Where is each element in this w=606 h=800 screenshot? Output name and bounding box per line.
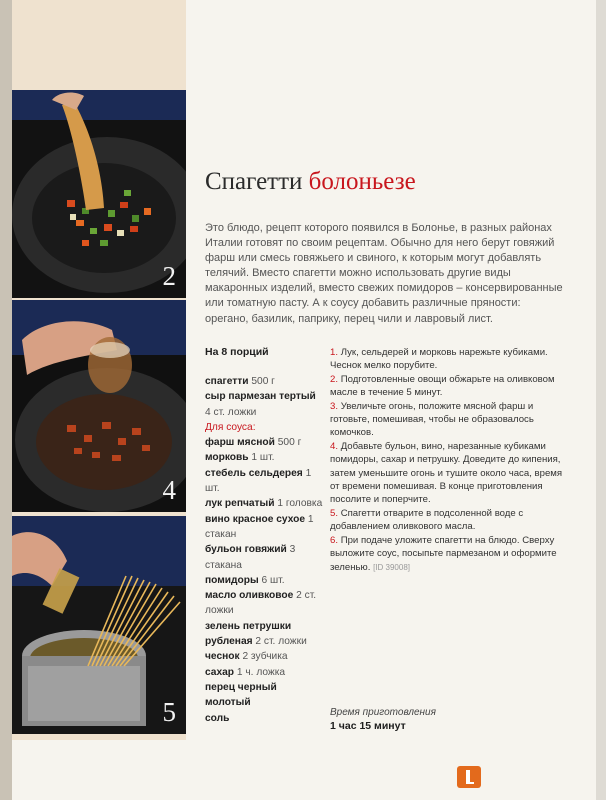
step-index: 3. [330, 400, 339, 412]
ingredient-amount: 2 ст. ложки [205, 590, 317, 617]
step-text: Спагетти отварите в подсоленной воде с добавлением оливкового масла. [330, 507, 524, 533]
ingredient-item [205, 588, 323, 619]
ingredient-amount: 2 зубчика [242, 651, 288, 663]
ingredient-amount: 3 стакана [205, 544, 296, 571]
page-edge-right [596, 0, 606, 800]
ingredient-name: бульон говяжий [205, 544, 287, 556]
ingredient-name: помидоры [205, 574, 259, 586]
ingredient-item [205, 420, 323, 435]
step-photo-2 [12, 90, 186, 298]
ingredient-name: сыр пармезан тертый [205, 391, 316, 403]
step-index: 6. [330, 534, 339, 546]
ingredient-name: зелень петрушки рубленая [205, 620, 292, 648]
ingredient-item [205, 619, 323, 650]
recipe-intro: Это блюдо, рецепт которого появился в Болонье, в разных районах Италии готовят по своим рецептам. Обычно для него берут говяжий фарш или смесь говяжьего и свиного, к которым могут добавлять телячий. Вместо спагетти можно использовать другие виды макаронных изделий, вместо свежих помидоров – консервированные или томатную пасту. А к соусу добавить различные пряности: орегано, базилик, паприку, перец чили и лавровый лист. [205, 222, 563, 325]
ingredient-item [205, 649, 323, 664]
ingredient-name: фарш мясной [205, 437, 275, 449]
ingredient-amount: 1 шт. [205, 467, 312, 495]
step-text: Лук, сельдерей и морковь нарежьте кубиками. Чеснок мелко порубите. [330, 347, 548, 372]
ingredient-amount: 1 головка [277, 498, 323, 510]
step-number: 2 [162, 261, 176, 291]
ingredient-item [205, 466, 323, 497]
servings: На 8 порций [205, 346, 269, 358]
ingredient-item [205, 711, 323, 726]
ingredient-name: морковь [205, 452, 249, 464]
sauce-section-label: Для соуса: [205, 421, 256, 433]
ingredient-amount: 1 стакан [205, 513, 314, 540]
ingredient-amount: 1 ч. ложка [236, 666, 286, 678]
title-main: Спагетти [205, 168, 303, 195]
cooking-time-value: 1 час 15 минут [330, 720, 406, 732]
ingredient-name: вино красное сухое [205, 513, 306, 525]
ingredient-amount: 2 ст. ложки [255, 636, 307, 648]
recipe-id: [ID 39008] [373, 562, 410, 572]
ingredient-amount: 500 г [277, 437, 302, 449]
ingredient-item [205, 665, 323, 680]
recipe-title [205, 168, 416, 196]
method-step [330, 346, 570, 373]
ingredient-name: лук репчатый [205, 498, 275, 510]
step-photo-5 [12, 516, 186, 734]
ingredient-name: спагетти [205, 376, 249, 387]
ingredient-name: масло оливковое [205, 590, 294, 602]
ingredient-item [205, 374, 323, 389]
spaghetti-boiling-photo [12, 516, 186, 734]
step-index: 2. [330, 373, 339, 385]
ingredient-amount: 500 г [251, 376, 275, 387]
ingredient-item [205, 389, 323, 420]
ingredient-amount: 6 шт. [261, 574, 285, 586]
publisher-logo-icon [457, 766, 481, 788]
ingredient-amount: 4 ст. ложки [205, 406, 257, 418]
ingredient-name: сахар [205, 666, 235, 678]
ingredient-item [205, 450, 323, 465]
ingredient-item [205, 512, 323, 543]
meat-sauce-wine-photo [12, 300, 186, 512]
ingredient-item [205, 542, 323, 573]
ingredient-item [205, 573, 323, 588]
ingredient-name: соль [205, 712, 230, 724]
step-photo-4 [12, 300, 186, 512]
step-index: 4. [330, 440, 339, 452]
ingredient-name: чеснок [205, 651, 240, 663]
ingredient-amount: 1 шт. [251, 452, 275, 464]
ingredient-item [205, 680, 323, 711]
ingredient-list [205, 374, 323, 726]
method-step [330, 373, 570, 400]
method-step [330, 400, 570, 440]
step-text: Подготовленные овощи обжарьте на оливковом масле в течение 5 минут. [330, 373, 555, 399]
cooking-time-label: Время приготовления [330, 707, 436, 718]
step-text: Добавьте бульон, вино, нарезанные кубиками помидоры, сахар и петрушку. Доведите до кипения, затем уменьшите огонь и тушите около часа, время от времени помешивая. В конце приготовления посолите и поперчите. [330, 440, 563, 506]
step-index: 5. [330, 507, 339, 519]
ingredient-name: стебель сельдерея [205, 467, 303, 479]
method-steps [330, 346, 570, 574]
step-text: При подаче уложите спагетти на блюдо. Сверху выложите соус, посыпьте пармезаном и оформите зеленью. [330, 534, 557, 573]
step-number: 5 [162, 697, 176, 727]
ingredient-item [205, 435, 323, 450]
ingredient-name: перец черный молотый [205, 681, 277, 709]
method-step [330, 507, 570, 534]
sauteed-vegetables-photo [12, 90, 186, 298]
ingredient-item [205, 496, 323, 511]
step-index: 1. [330, 347, 339, 358]
title-accent: болоньезе [308, 168, 416, 195]
step-text: Увеличьте огонь, положите мясной фарш и готовьте, помешивая, чтобы не образовалось комочков. [330, 400, 534, 439]
page-edge-left [0, 0, 12, 800]
method-step [330, 534, 570, 574]
page-tab [12, 0, 186, 90]
method-step [330, 440, 570, 507]
step-number: 4 [162, 475, 176, 505]
